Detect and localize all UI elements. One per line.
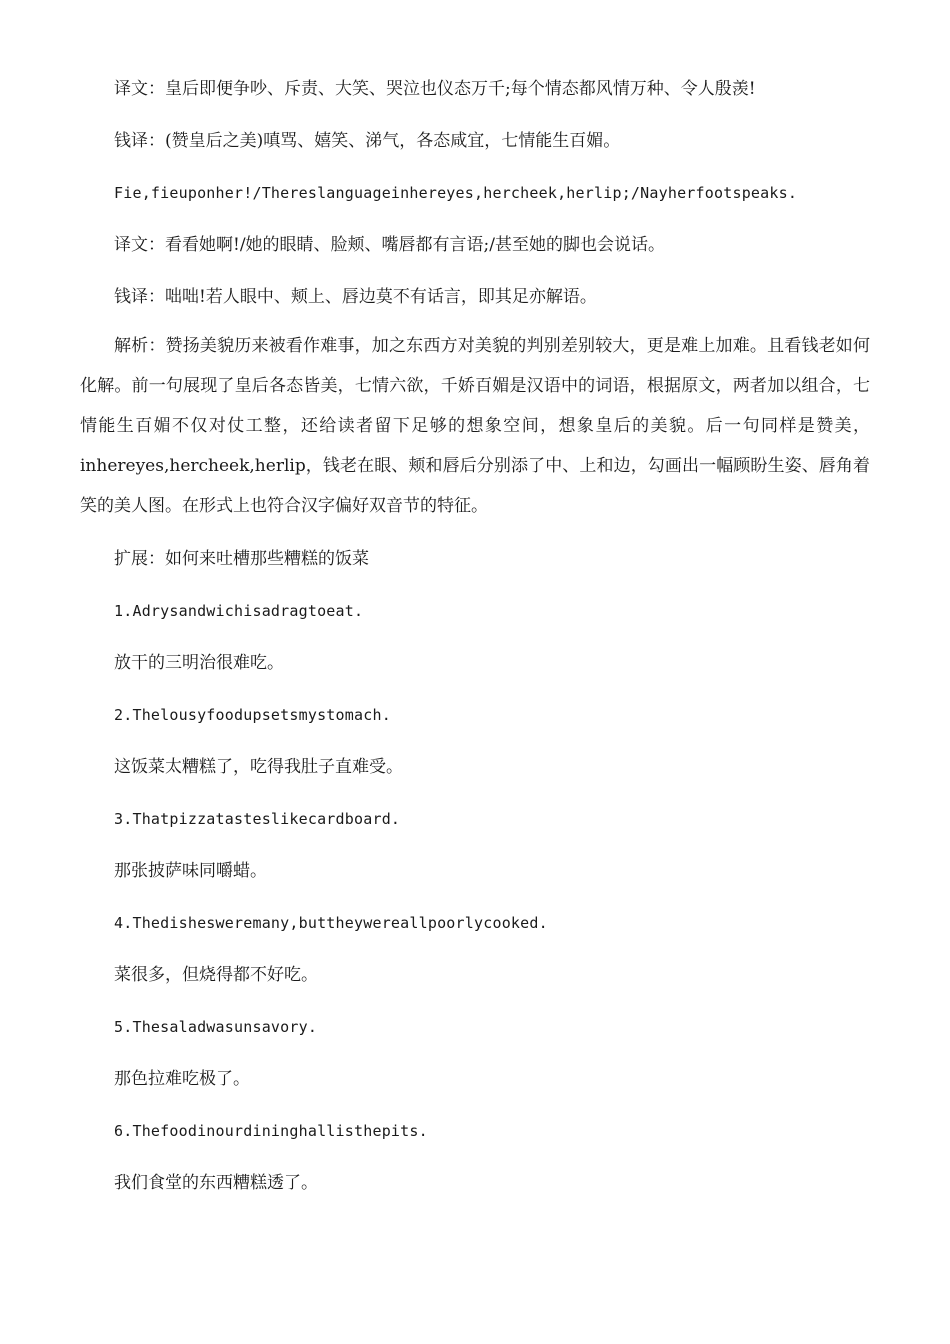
paragraph-qian-translation-2: 钱译：咄咄!若人眼中、颊上、唇边莫不有话言，即其足亦解语。 — [114, 287, 597, 307]
paragraph-english-quote: Fie,fieuponher!/Thereslanguageinhereyes,hercheek,herlip;/Nayherfootspeaks. — [114, 184, 798, 202]
list-item-english-3: 3.Thatpizzatasteslikecardboard. — [114, 810, 401, 828]
document-page — [80, 76, 870, 1196]
paragraph-qian-translation-1: 钱译：(赞皇后之美)嗔骂、嬉笑、涕气，各态咸宜，七情能生百媚。 — [114, 131, 621, 151]
paragraph-translation-1: 译文：皇后即便争吵、斥责、大笑、哭泣也仪态万千;每个情态都风情万种、令人殷羡! — [114, 79, 756, 99]
paragraph-translation-2: 译文：看看她啊!/她的眼睛、脸颊、嘴唇都有言语;/甚至她的脚也会说话。 — [114, 235, 666, 255]
paragraph-analysis: 解析：赞扬美貌历来被看作难事，加之东西方对美貌的判别差别较大，更是难上加难。且看钱老如何化解。前一句展现了皇后各态皆美，七情六欲，千娇百媚是汉语中的词语，根据原文，两者加以组合，七情能生百媚不仅对仗工整，还给读者留下足够的想象空间，想象皇后的美貌。后一句同样是赞美，inhereyes,hercheek,herlip，钱老在眼、颊和唇后分别添了中、上和边，勾画出一幅顾盼生姿、唇角着笑的美人图。在形式上也符合汉字偏好双音节的特征。 — [80, 336, 870, 516]
list-item-english-2: 2.Thelousyfoodupsetsmystomach. — [114, 706, 391, 724]
list-item-english-4: 4.Thedishesweremany,buttheywereallpoorlycooked. — [114, 914, 548, 932]
paragraph-extension-heading: 扩展：如何来吐槽那些糟糕的饭菜 — [114, 549, 369, 569]
list-item-english-5: 5.Thesaladwasunsavory. — [114, 1018, 318, 1036]
list-item-chinese-1: 放干的三明治很难吃。 — [114, 653, 284, 673]
list-item-chinese-3: 那张披萨味同嚼蜡。 — [114, 861, 267, 881]
list-item-chinese-4: 菜很多，但烧得都不好吃。 — [114, 965, 318, 985]
list-item-chinese-2: 这饭菜太糟糕了，吃得我肚子直难受。 — [114, 757, 403, 777]
list-item-chinese-6: 我们食堂的东西糟糕透了。 — [114, 1173, 318, 1193]
list-item-chinese-5: 那色拉难吃极了。 — [114, 1069, 250, 1089]
list-item-english-6: 6.Thefoodinourdininghallisthepits. — [114, 1122, 428, 1140]
list-item-english-1: 1.Adrysandwichisadragtoeat. — [114, 602, 364, 620]
